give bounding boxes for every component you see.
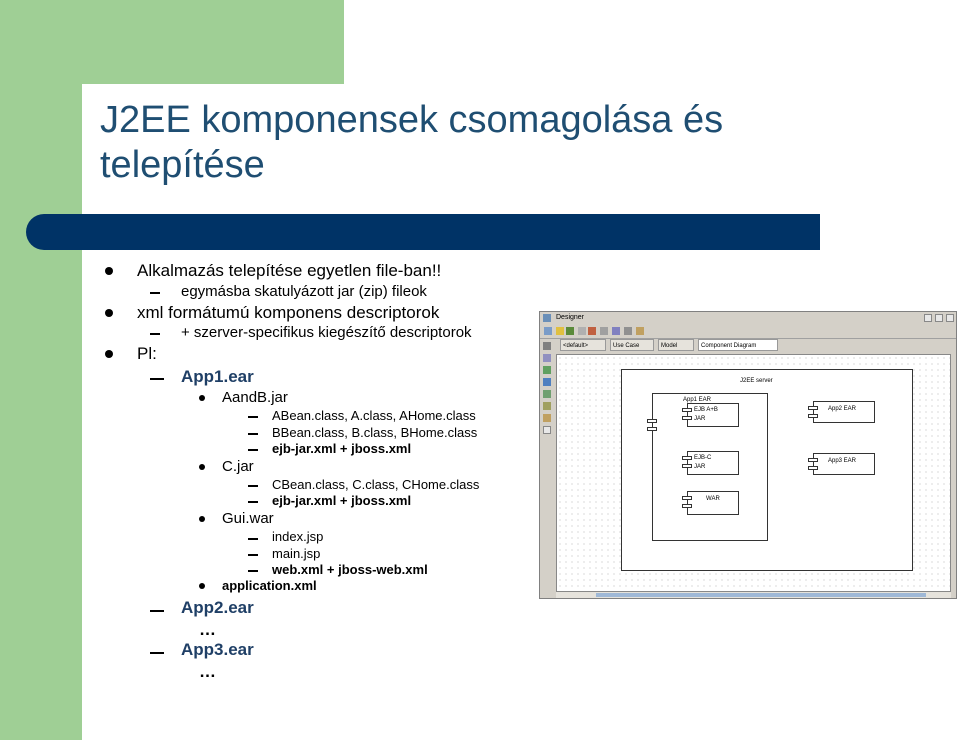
outline-item: application.xml [222,578,317,593]
palette-tool-icon[interactable] [543,402,551,410]
settings-icon[interactable] [624,327,632,335]
component-port [682,496,692,500]
outline-item: BBean.class, B.class, BHome.class [272,425,478,440]
component-port [682,456,692,460]
outline-item: App3.ear [181,640,254,659]
dash-marker [248,449,258,451]
app3-component[interactable] [813,453,875,475]
tab-model[interactable]: Model [658,339,694,351]
title-line-1: J2EE komponensek csomagolása és [100,99,724,141]
ejb-c-label: EJB-C [694,455,712,461]
bullet-marker [105,309,113,317]
component-port [682,416,692,420]
ejb-ab-component[interactable] [687,403,739,427]
outline-item: xml formátumú komponens descriptorok [137,303,440,322]
app2-component[interactable] [813,401,875,423]
format-icon[interactable] [600,327,608,335]
palette-tool-icon[interactable] [543,390,551,398]
zoom-icon[interactable] [578,327,586,335]
outline-item: ABean.class, A.class, AHome.class [272,408,476,423]
palette-tool-icon[interactable] [543,354,551,362]
outline-item: App2.ear [181,598,254,617]
designer-title-bar [540,312,956,324]
designer-window [539,311,957,599]
ejb-ab-sub: JAR [694,416,706,422]
designer-app-icon [543,314,551,322]
tab-default[interactable]: <default> [560,339,606,351]
outline-item: Pl: [137,344,157,363]
palette-tool-icon[interactable] [543,378,551,386]
ejb-c-sub: JAR [694,464,706,470]
outline-item: web.xml + jboss-web.xml [272,562,428,577]
outline-item: + szerver-specifikus kiegészítő descriptorok [181,324,472,341]
designer-toolbar [540,324,956,339]
dash-marker [150,652,164,654]
dash-marker [150,378,164,380]
palette-tool-icon[interactable] [543,414,551,422]
component-port [808,414,818,418]
horizontal-scrollbar[interactable] [556,592,951,598]
dash-marker [248,554,258,556]
ejb-c-component[interactable] [687,451,739,475]
dash-marker [150,333,160,335]
component-port [808,466,818,470]
delete-icon[interactable] [588,327,596,335]
ejb-ab-label: EJB A+B [694,407,718,413]
dash-marker [150,610,164,612]
maximize-button[interactable] [935,314,943,322]
app3-label: App3 EAR [828,458,857,464]
app1-label: App1 EAR [683,397,712,403]
component-port [808,458,818,462]
outline-item: AandB.jar [222,389,288,406]
war-component[interactable] [687,491,739,515]
dash-marker [248,570,258,572]
server-label: J2EE server [740,378,773,384]
component-port [647,427,657,431]
grid-icon[interactable] [544,327,552,335]
minimize-button[interactable] [924,314,932,322]
pointer-icon[interactable] [543,342,551,350]
bullet-marker [199,395,205,401]
note-icon[interactable] [543,426,551,434]
outline-item: index.jsp [272,529,324,544]
component-port [682,464,692,468]
tools-icon[interactable] [636,327,644,335]
outline-item: main.jsp [272,546,321,561]
outline-item: Alkalmazás telepítése egyetlen file-ban!! [137,261,442,280]
dash-marker [248,501,258,503]
close-button[interactable] [946,314,954,322]
bullet-marker [105,350,113,358]
tab-use-case[interactable]: Use Case [610,339,654,351]
bullet-marker [199,516,205,522]
title-line-2: telepítése [100,144,265,186]
outline-item: … [199,662,216,681]
designer-palette [540,339,554,594]
dash-marker [248,485,258,487]
outline-item: … [199,620,216,639]
outline-item: CBean.class, C.class, CHome.class [272,477,480,492]
designer-title: Designer [556,314,585,321]
back-arrow-icon[interactable] [556,327,564,335]
outline-item: Gui.war [222,510,274,527]
component-port [808,406,818,410]
dash-marker [248,416,258,418]
bullet-marker [105,267,113,275]
outline-item: C.jar [222,458,254,475]
component-port [647,419,657,423]
dash-marker [248,538,258,540]
layout-icon[interactable] [612,327,620,335]
diagram-canvas[interactable] [556,354,951,592]
outline-item: App1.ear [181,367,254,386]
dash-marker [150,292,160,294]
component-port [682,408,692,412]
war-label: WAR [706,496,720,502]
component-port [682,504,692,508]
bullet-marker [199,464,205,470]
scrollbar-thumb[interactable] [596,593,926,597]
bullet-marker [199,583,205,589]
dash-marker [248,433,258,435]
tab-component-diagram[interactable]: Component Diagram [698,339,778,351]
forward-arrow-icon[interactable] [566,327,574,335]
outline-item: egymásba skatulyázott jar (zip) fileok [181,283,427,300]
palette-tool-icon[interactable] [543,366,551,374]
app2-label: App2 EAR [828,406,857,412]
outline-item: ejb-jar.xml + jboss.xml [272,493,412,508]
outline-item: ejb-jar.xml + jboss.xml [272,441,412,456]
